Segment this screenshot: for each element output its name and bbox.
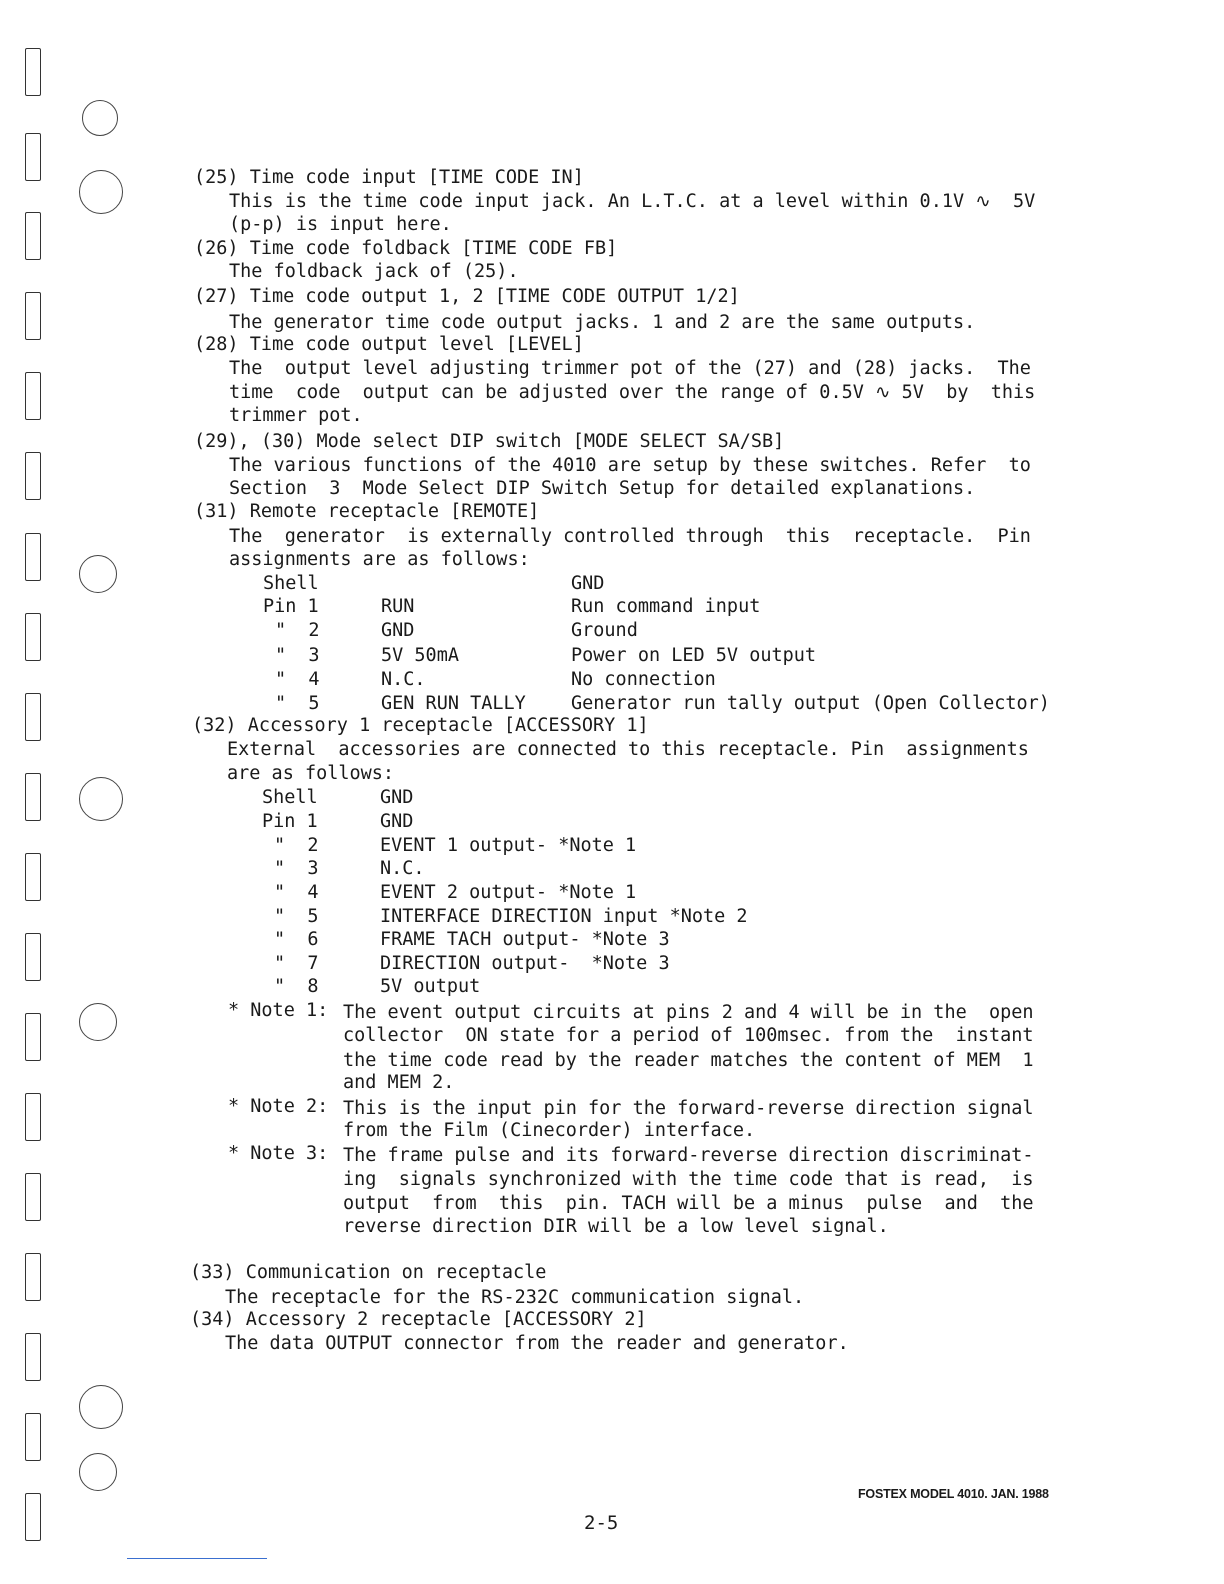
punch-hole-icon (79, 1003, 117, 1041)
note-text: reverse direction DIR will be a low level signal. (343, 1216, 889, 1237)
item-25-text: This is the time code input jack. An L.T.C. at a level within 0.1V ∿ 5V (229, 191, 1036, 212)
pin-signal: N.C. (381, 669, 426, 690)
pin-description: Generator run tally output (Open Collector) (571, 693, 1050, 714)
pin-signal: DIRECTION output- *Note 3 (380, 953, 670, 974)
pin-label: " 4 (274, 882, 319, 903)
item-29-text: Section 3 Mode Select DIP Switch Setup for detailed explanations. (229, 478, 976, 499)
item-29-text: The various functions of the 4010 are setup by these switches. Refer to (229, 455, 1031, 476)
pin-signal: GND (380, 787, 414, 808)
punch-hole-icon (79, 170, 123, 214)
binder-tab (25, 1013, 41, 1061)
binder-tab (25, 613, 41, 661)
pin-label: Shell (263, 573, 319, 594)
note-label: * Note 3: (228, 1143, 329, 1164)
binder-tab (25, 1173, 41, 1221)
pin-label: " 7 (274, 953, 319, 974)
pin-signal: EVENT 2 output- *Note 1 (380, 882, 637, 903)
item-27-text: The generator time code output jacks. 1 and 2 are the same outputs. (229, 312, 976, 333)
note-text: ing signals synchronized with the time code that is read, is (343, 1169, 1034, 1190)
pin-description: Ground (571, 620, 638, 641)
note-text: collector ON state for a period of 100msec. from the instant (343, 1025, 1034, 1046)
item-28-text: time code output can be adjusted over the range of 0.5V ∿ 5V by this (229, 382, 1036, 403)
pin-signal: FRAME TACH output- *Note 3 (380, 929, 670, 950)
binder-tab (25, 212, 41, 260)
item-31-text: assignments are as follows: (229, 549, 530, 570)
item-32-text: are as follows: (227, 763, 395, 784)
item-26-heading: (26) Time code foldback [TIME CODE FB] (194, 238, 618, 259)
note-label: * Note 1: (228, 1000, 329, 1021)
item-28-text: trimmer pot. (229, 405, 363, 426)
pin-signal: GND (381, 620, 415, 641)
note-text: the time code read by the reader matches the content of MEM 1 (343, 1050, 1034, 1071)
pin-signal: EVENT 1 output- *Note 1 (380, 835, 637, 856)
pin-signal: 5V output (380, 976, 481, 997)
pin-label: " 8 (274, 976, 319, 997)
binder-tab (25, 452, 41, 500)
page-number: 2-5 (584, 1512, 619, 1534)
note-text: output from this pin. TACH will be a minus pulse and the (343, 1193, 1034, 1214)
binder-tab (25, 48, 41, 96)
binder-tab (25, 533, 41, 581)
pin-label: " 5 (275, 693, 320, 714)
binder-tab (25, 1413, 41, 1461)
note-label: * Note 2: (228, 1096, 329, 1117)
item-32-heading: (32) Accessory 1 receptacle [ACCESSORY 1] (192, 715, 649, 736)
binder-tab (25, 1253, 41, 1301)
punch-hole-icon (79, 1453, 117, 1491)
punch-hole-icon (82, 100, 118, 136)
pin-signal: GEN RUN TALLY (381, 693, 526, 714)
note-text: This is the input pin for the forward-reverse direction signal (343, 1098, 1034, 1119)
note-text: The event output circuits at pins 2 and 4 will be in the open (343, 1002, 1034, 1023)
item-34-heading: (34) Accessory 2 receptacle [ACCESSORY 2] (190, 1309, 647, 1330)
pin-signal: INTERFACE DIRECTION input *Note 2 (380, 906, 748, 927)
binder-tab (25, 853, 41, 901)
pin-label: " 4 (275, 669, 320, 690)
pin-label: " 2 (275, 620, 320, 641)
item-29-heading: (29), (30) Mode select DIP switch [MODE SELECT SA/SB] (194, 431, 785, 452)
pin-signal: RUN (381, 596, 415, 617)
note-text: The frame pulse and its forward-reverse direction discriminat- (343, 1145, 1034, 1166)
pin-label: " 3 (275, 645, 320, 666)
item-28-text: The output level adjusting trimmer pot of the (27) and (28) jacks. The (229, 358, 1031, 379)
binder-tab (25, 693, 41, 741)
pin-signal: 5V 50mA (381, 645, 459, 666)
binder-tab (25, 1493, 41, 1541)
item-25-heading: (25) Time code input [TIME CODE IN] (194, 167, 584, 188)
binder-tab (25, 773, 41, 821)
pin-label: " 6 (274, 929, 319, 950)
binder-tab (25, 1333, 41, 1381)
punch-hole-icon (79, 555, 117, 593)
item-34-text: The data OUTPUT connector from the reader and generator. (225, 1333, 849, 1354)
pin-label: Pin 1 (263, 596, 319, 617)
binder-tab (25, 133, 41, 181)
note-text: and MEM 2. (343, 1072, 455, 1093)
item-31-heading: (31) Remote receptacle [REMOTE] (194, 501, 540, 522)
item-33-heading: (33) Communication on receptacle (190, 1262, 547, 1283)
punch-hole-icon (79, 777, 123, 821)
pin-description: GND (571, 573, 605, 594)
pin-description: Power on LED 5V output (571, 645, 817, 666)
document-footer: FOSTEX MODEL 4010. JAN. 1988 (858, 1487, 1049, 1501)
pin-signal: N.C. (380, 858, 425, 879)
binder-tab (25, 1093, 41, 1141)
note-text: from the Film (Cinecorder) interface. (343, 1120, 756, 1141)
item-27-heading: (27) Time code output 1, 2 [TIME CODE OUTPUT 1/2] (194, 286, 740, 307)
punch-hole-icon (79, 1385, 123, 1429)
pin-description: Run command input (571, 596, 761, 617)
item-25-text: (p-p) is input here. (229, 214, 452, 235)
item-28-heading: (28) Time code output level [LEVEL] (194, 334, 584, 355)
item-32-text: External accessories are connected to this receptacle. Pin assignments (227, 739, 1029, 760)
pin-description: No connection (571, 669, 716, 690)
item-31-text: The generator is externally controlled through this receptacle. Pin (229, 526, 1031, 547)
pin-signal: GND (380, 811, 414, 832)
bottom-rule (127, 1558, 267, 1559)
item-33-text: The receptacle for the RS-232C communication signal. (225, 1287, 805, 1308)
pin-label: " 2 (274, 835, 319, 856)
pin-label: Shell (262, 787, 318, 808)
pin-label: " 3 (274, 858, 319, 879)
binder-tab (25, 292, 41, 340)
binder-tab (25, 372, 41, 420)
pin-label: Pin 1 (262, 811, 318, 832)
pin-label: " 5 (274, 906, 319, 927)
binder-tab (25, 933, 41, 981)
item-26-text: The foldback jack of (25). (229, 261, 519, 282)
